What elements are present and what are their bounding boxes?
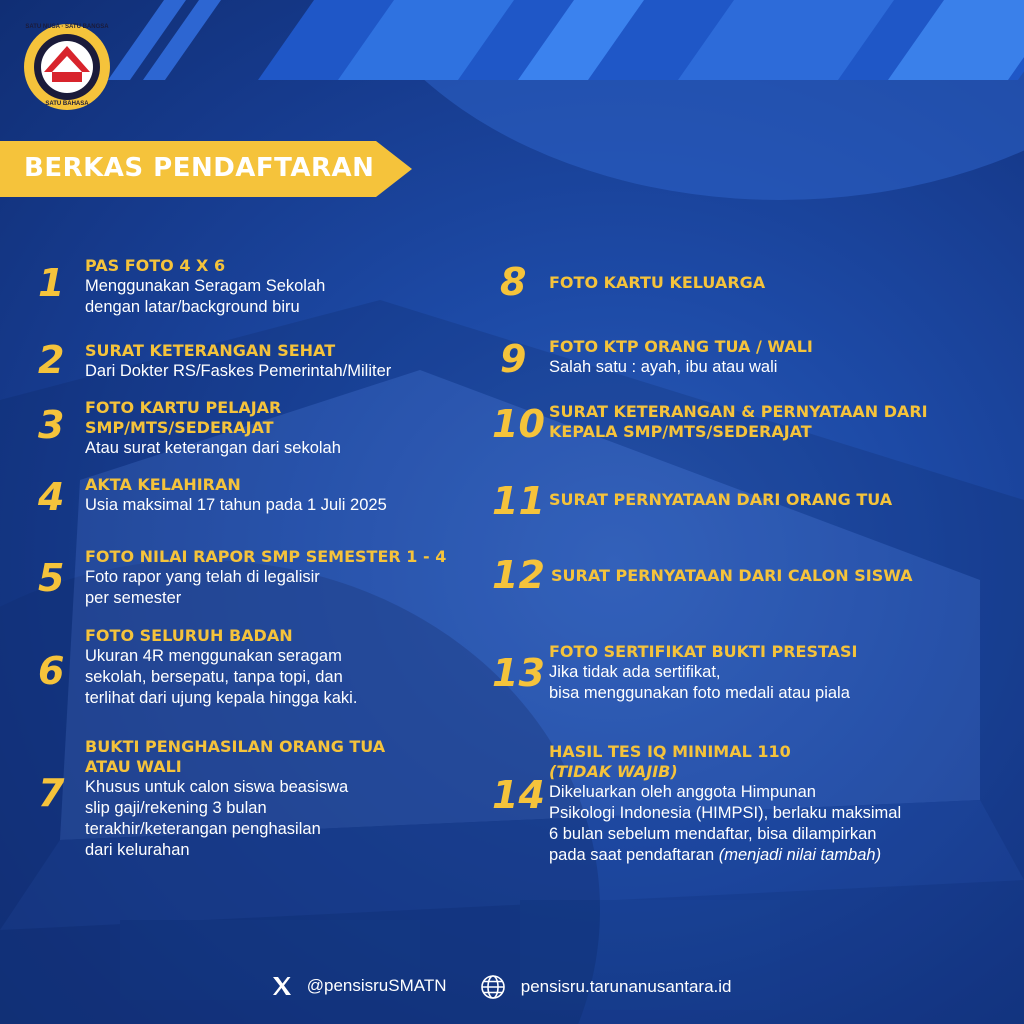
website-url: pensisru.tarunanusantara.id bbox=[520, 977, 732, 996]
logo-text-bottom: SATU BAHASA bbox=[45, 101, 89, 107]
logo-text-top: SATU NUSA · SATU BANGSA bbox=[25, 24, 109, 30]
item-number: 3 bbox=[38, 403, 65, 447]
item-description: Salah satu : ayah, ibu atau wali bbox=[549, 358, 778, 376]
item-title: FOTO KARTU KELUARGA bbox=[549, 273, 766, 292]
item-number: 1 bbox=[38, 261, 65, 305]
item-title: FOTO SERTIFIKAT BUKTI PRESTASI bbox=[549, 642, 858, 661]
item-description: Usia maksimal 17 tahun pada 1 Juli 2025 bbox=[85, 496, 387, 514]
item-title: SURAT KETERANGAN & PERNYATAAN DARI KEPALA SMP/MTS/SEDERAJAT bbox=[549, 402, 928, 441]
item-title: FOTO NILAI RAPOR SMP SEMESTER 1 - 4 bbox=[85, 547, 447, 566]
item-description: Khusus untuk calon siswa beasiswa slip gaji/rekening 3 bulan terakhir/keterangan penghasilan dari kelurahan bbox=[85, 778, 349, 859]
item-description-note: (menjadi nilai tambah) bbox=[718, 846, 882, 864]
item-description bbox=[549, 782, 1019, 866]
x-logo-icon bbox=[270, 974, 296, 998]
item-number: 10 bbox=[492, 402, 545, 446]
item-number: 6 bbox=[38, 649, 65, 693]
item-number: 2 bbox=[38, 338, 65, 382]
item-title: SURAT KETERANGAN SEHAT bbox=[85, 341, 336, 360]
social-handle: @pensisruSMATN bbox=[306, 976, 447, 995]
globe-icon bbox=[480, 974, 508, 1000]
item-description-text: Dikeluarkan oleh anggota Himpunan Psikologi Indonesia (HIMPSI), berlaku maksimal 6 bulan sebelum mendaftar, bisa dilampirkan pada saat pendaftaran bbox=[549, 783, 902, 864]
item-number: 14 bbox=[492, 773, 545, 817]
item-title: FOTO KARTU PELAJAR SMP/MTS/SEDERAJAT bbox=[85, 398, 282, 437]
item-description: Ukuran 4R menggunakan seragam sekolah, bersepatu, tanpa topi, dan terlihat dari ujung kepala hingga kaki. bbox=[85, 647, 358, 707]
item-number: 8 bbox=[500, 260, 527, 304]
school-logo bbox=[22, 22, 112, 112]
item-title: AKTA KELAHIRAN bbox=[85, 475, 241, 494]
item-description: Atau surat keterangan dari sekolah bbox=[85, 439, 341, 457]
item-number: 13 bbox=[492, 651, 545, 695]
item-description: Jika tidak ada sertifikat, bisa menggunakan foto medali atau piala bbox=[549, 663, 850, 702]
item-number: 5 bbox=[38, 556, 65, 600]
item-number: 9 bbox=[500, 337, 527, 381]
title-banner bbox=[0, 141, 412, 197]
item-number: 12 bbox=[492, 553, 545, 597]
item-description: Dari Dokter RS/Faskes Pemerintah/Militer bbox=[85, 362, 392, 380]
banner-title: BERKAS PENDAFTARAN bbox=[24, 153, 375, 183]
item-title: FOTO KTP ORANG TUA / WALI bbox=[549, 337, 813, 356]
footer-website[interactable] bbox=[480, 974, 731, 1000]
item-title: FOTO SELURUH BADAN bbox=[85, 626, 293, 645]
item-title: BUKTI PENGHASILAN ORANG TUA ATAU WALI bbox=[85, 737, 386, 776]
footer-social[interactable] bbox=[270, 974, 447, 998]
item-title: SURAT PERNYATAAN DARI CALON SISWA bbox=[551, 566, 913, 585]
item-number: 11 bbox=[492, 479, 545, 523]
item-number: 4 bbox=[38, 475, 65, 519]
item-description: Foto rapor yang telah di legalisir per semester bbox=[85, 568, 320, 607]
item-number: 7 bbox=[38, 771, 65, 815]
item-title: PAS FOTO 4 X 6 bbox=[85, 256, 226, 275]
item-subtitle: (TIDAK WAJIB) bbox=[549, 762, 678, 781]
item-title: HASIL TES IQ MINIMAL 110 bbox=[549, 742, 791, 761]
item-title: SURAT PERNYATAAN DARI ORANG TUA bbox=[549, 490, 893, 509]
item-description: Menggunakan Seragam Sekolah dengan latar/background biru bbox=[85, 277, 326, 316]
